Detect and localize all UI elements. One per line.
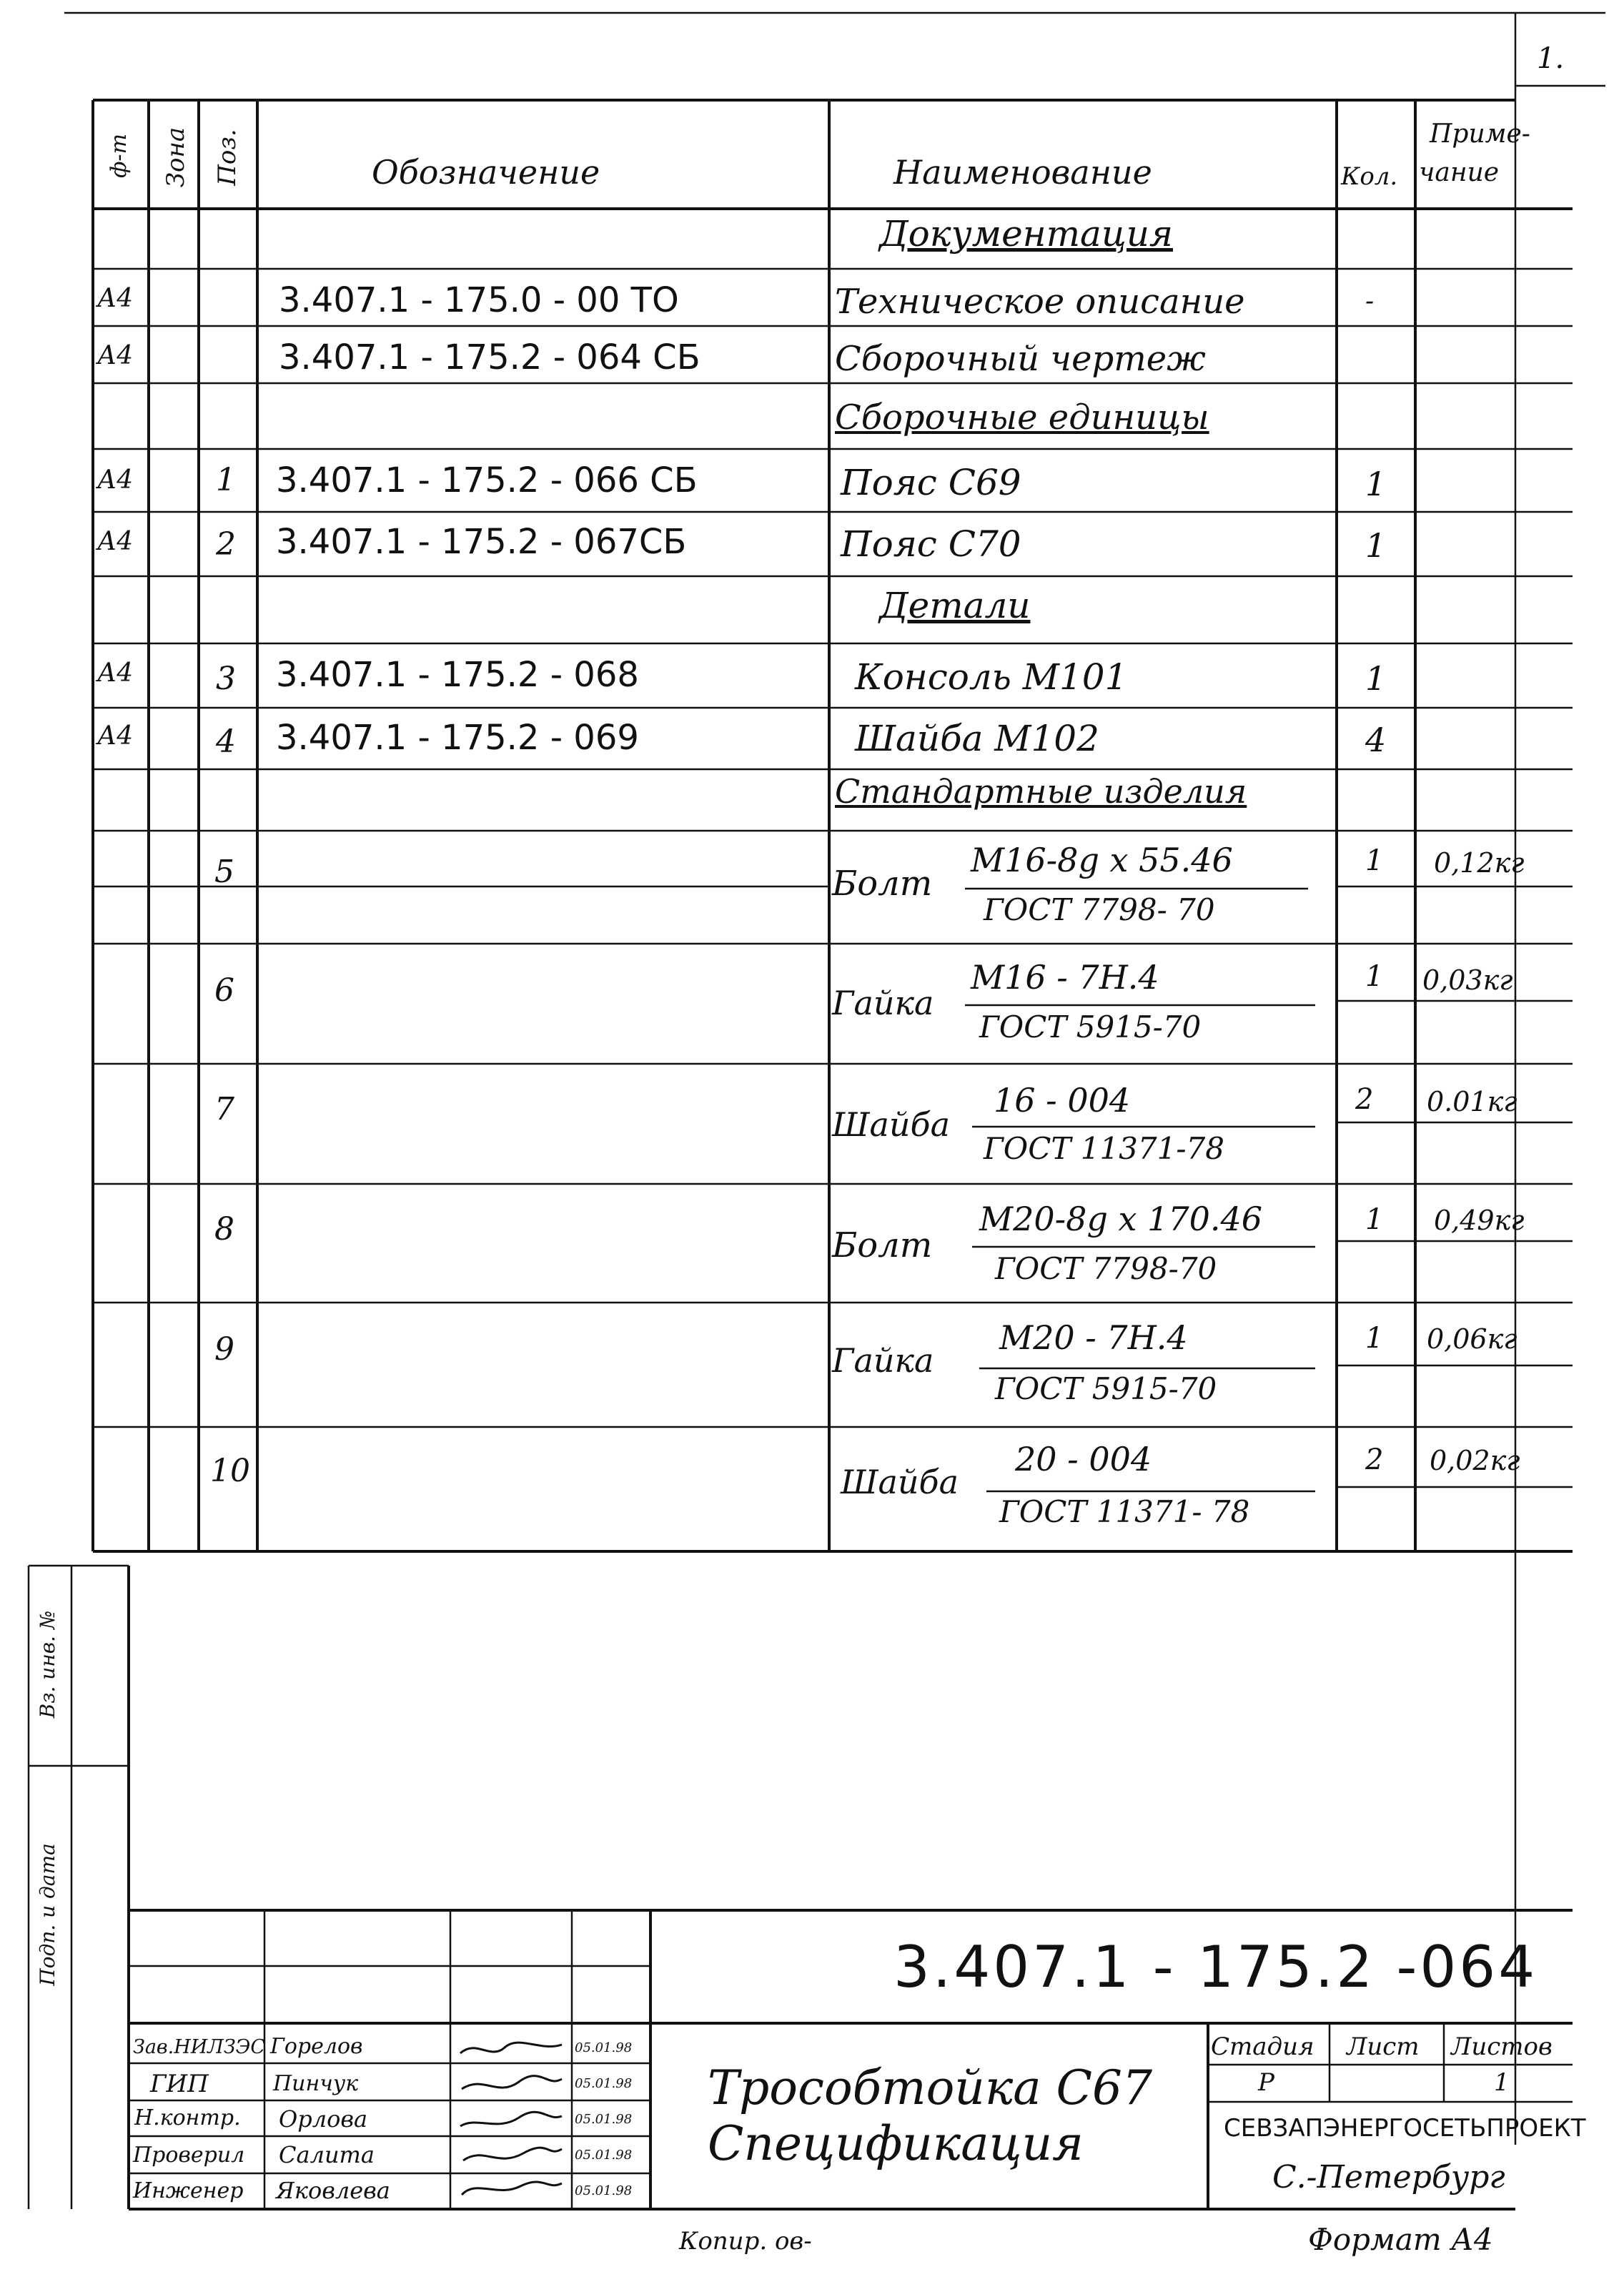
standard-row-pos: 7 (214, 1091, 234, 1127)
standard-row-type: Гайка (832, 984, 934, 1022)
staff-name: Орлова (279, 2105, 368, 2133)
staff-date: 05.01.98 (575, 2183, 633, 2198)
standard-row-note: 0,12кг (1434, 847, 1525, 879)
sheets-label: Листов (1451, 2032, 1553, 2061)
staff-role: ГИП (150, 2070, 209, 2098)
staff-date: 05.01.98 (575, 2112, 633, 2127)
sheet-label: Лист (1347, 2032, 1420, 2061)
detail-row-format: А4 (97, 721, 134, 751)
footer-copied: Копир. ов- (679, 2227, 812, 2256)
standard-row-type: Болт (832, 1225, 933, 1265)
standard-row-type: Шайба (832, 1105, 951, 1144)
standard-row-note: 0,49кг (1434, 1205, 1525, 1236)
staff-role: Инженер (133, 2178, 244, 2203)
standard-row-pos: 9 (214, 1331, 234, 1368)
section-assemblies: Сборочные единицы (835, 397, 1209, 438)
header-qty: Кол. (1341, 162, 1398, 191)
standard-row-pos: 8 (214, 1211, 234, 1248)
staff-role: Проверил (133, 2143, 245, 2168)
assembly-row-qty: 1 (1365, 465, 1387, 503)
assembly-row-format: А4 (97, 465, 134, 495)
detail-row-format: А4 (97, 658, 134, 688)
standard-row-spec: М16-8g x 55.46 (971, 841, 1233, 879)
standard-row-pos: 5 (214, 854, 234, 890)
standard-row-spec: М16 - 7Н.4 (971, 958, 1159, 997)
standard-row-gost: ГОСТ 7798-70 (995, 1251, 1217, 1286)
staff-date: 05.01.98 (575, 2076, 633, 2091)
standard-row-qty: 2 (1365, 1443, 1384, 1476)
staff-name: Пинчук (273, 2071, 359, 2096)
section-details: Детали (879, 585, 1031, 626)
standard-row-type: Гайка (832, 1341, 934, 1380)
standard-row-spec: 20 - 004 (1015, 1440, 1152, 1478)
standard-row-spec: М20-8g x 170.46 (979, 1200, 1263, 1238)
header-note-2: чание (1419, 158, 1500, 187)
section-standard: Стандартные изделия (835, 772, 1247, 811)
doc-row-name: Сборочный чертеж (835, 339, 1206, 379)
assembly-row-designation: 3.407.1 - 175.2 - 067СБ (276, 522, 687, 562)
title-line-1: Трособтойка С67 (708, 2060, 1153, 2115)
staff-name: Салита (279, 2141, 375, 2168)
staff-role: Зав.НИЛЗЭС (133, 2036, 265, 2058)
standard-row-type: Шайба (841, 1463, 959, 1501)
doc-row-designation: 3.407.1 - 175.0 - 00 ТО (279, 280, 679, 320)
sheet-number: 1. (1537, 42, 1565, 75)
staff-name: Горелов (270, 2034, 363, 2059)
standard-row-spec: М20 - 7Н.4 (999, 1318, 1188, 1357)
side-stamp-inv: Вз. инв. № (36, 1610, 59, 1719)
stage-label: Стадия (1211, 2032, 1314, 2061)
standard-row-note: 0,06кг (1427, 1323, 1517, 1355)
header-designation: Обозначение (372, 153, 600, 192)
doc-code: 3.407.1 - 175.2 -064 (893, 1934, 1538, 2000)
assembly-row-name: Пояс С70 (841, 523, 1021, 565)
footer-format: Формат А4 (1308, 2222, 1493, 2257)
standard-row-qty: 2 (1355, 1083, 1374, 1116)
standard-row-gost: ГОСТ 5915-70 (995, 1371, 1217, 1406)
doc-row-format: А4 (97, 341, 134, 370)
standard-row-note: 0.01кг (1427, 1086, 1517, 1117)
detail-row-qty: 4 (1365, 721, 1387, 759)
section-documentation: Документация (879, 213, 1174, 255)
standard-row-qty: 1 (1365, 960, 1384, 993)
doc-row-name: Техническое описание (835, 282, 1245, 322)
header-format: ф-т (107, 133, 132, 179)
assembly-row-pos: 1 (216, 462, 236, 498)
standard-row-spec: 16 - 004 (994, 1081, 1131, 1120)
header-note-1: Приме- (1430, 119, 1530, 149)
standard-row-qty: 1 (1365, 1203, 1384, 1236)
staff-date: 05.01.98 (575, 2148, 633, 2163)
signature-scribbles (455, 2032, 569, 2203)
header-name: Наименование (893, 153, 1152, 192)
doc-row-format: А4 (97, 284, 134, 313)
standard-row-gost: ГОСТ 11371-78 (984, 1131, 1224, 1166)
standard-row-gost: ГОСТ 5915-70 (979, 1009, 1202, 1044)
detail-row-name: Консоль М101 (855, 656, 1128, 698)
org-city: С.-Петербург (1272, 2159, 1505, 2195)
doc-row-qty: - (1365, 287, 1375, 316)
standard-row-gost: ГОСТ 11371- 78 (999, 1494, 1250, 1529)
assembly-row-name: Пояс С69 (841, 462, 1021, 503)
detail-row-pos: 3 (216, 661, 236, 697)
assembly-row-format: А4 (97, 527, 134, 556)
assembly-row-pos: 2 (216, 526, 236, 563)
standard-row-pos: 6 (214, 972, 234, 1009)
assembly-row-qty: 1 (1365, 526, 1387, 565)
doc-row-designation: 3.407.1 - 175.2 - 064 СБ (279, 337, 700, 377)
detail-row-designation: 3.407.1 - 175.2 - 068 (276, 655, 639, 695)
detail-row-name: Шайба М102 (855, 718, 1099, 759)
assembly-row-designation: 3.407.1 - 175.2 - 066 СБ (276, 460, 698, 500)
org-name: СЕВЗАПЭНЕРГОСЕТЬПРОЕКТ (1224, 2114, 1586, 2143)
detail-row-qty: 1 (1365, 659, 1387, 698)
standard-row-pos: 10 (210, 1453, 250, 1489)
header-pos: Поз. (213, 129, 242, 186)
side-stamp-sign-date: Подп. и дата (36, 1843, 59, 1986)
staff-role: Н.контр. (134, 2105, 241, 2130)
standard-row-qty: 1 (1365, 1322, 1384, 1355)
sheets-value: 1 (1494, 2068, 1510, 2097)
title-line-2: Спецификация (708, 2116, 1084, 2171)
header-zone: Зона (162, 127, 190, 188)
detail-row-pos: 4 (216, 723, 236, 760)
stage-value: Р (1258, 2068, 1274, 2097)
standard-row-qty: 1 (1365, 844, 1384, 877)
standard-row-note: 0,03кг (1422, 964, 1513, 996)
staff-name: Яковлева (276, 2177, 390, 2204)
detail-row-designation: 3.407.1 - 175.2 - 069 (276, 718, 639, 758)
standard-row-type: Болт (832, 864, 933, 904)
standard-row-note: 0,02кг (1430, 1445, 1520, 1476)
standard-row-gost: ГОСТ 7798- 70 (984, 892, 1215, 927)
staff-date: 05.01.98 (575, 2040, 633, 2055)
